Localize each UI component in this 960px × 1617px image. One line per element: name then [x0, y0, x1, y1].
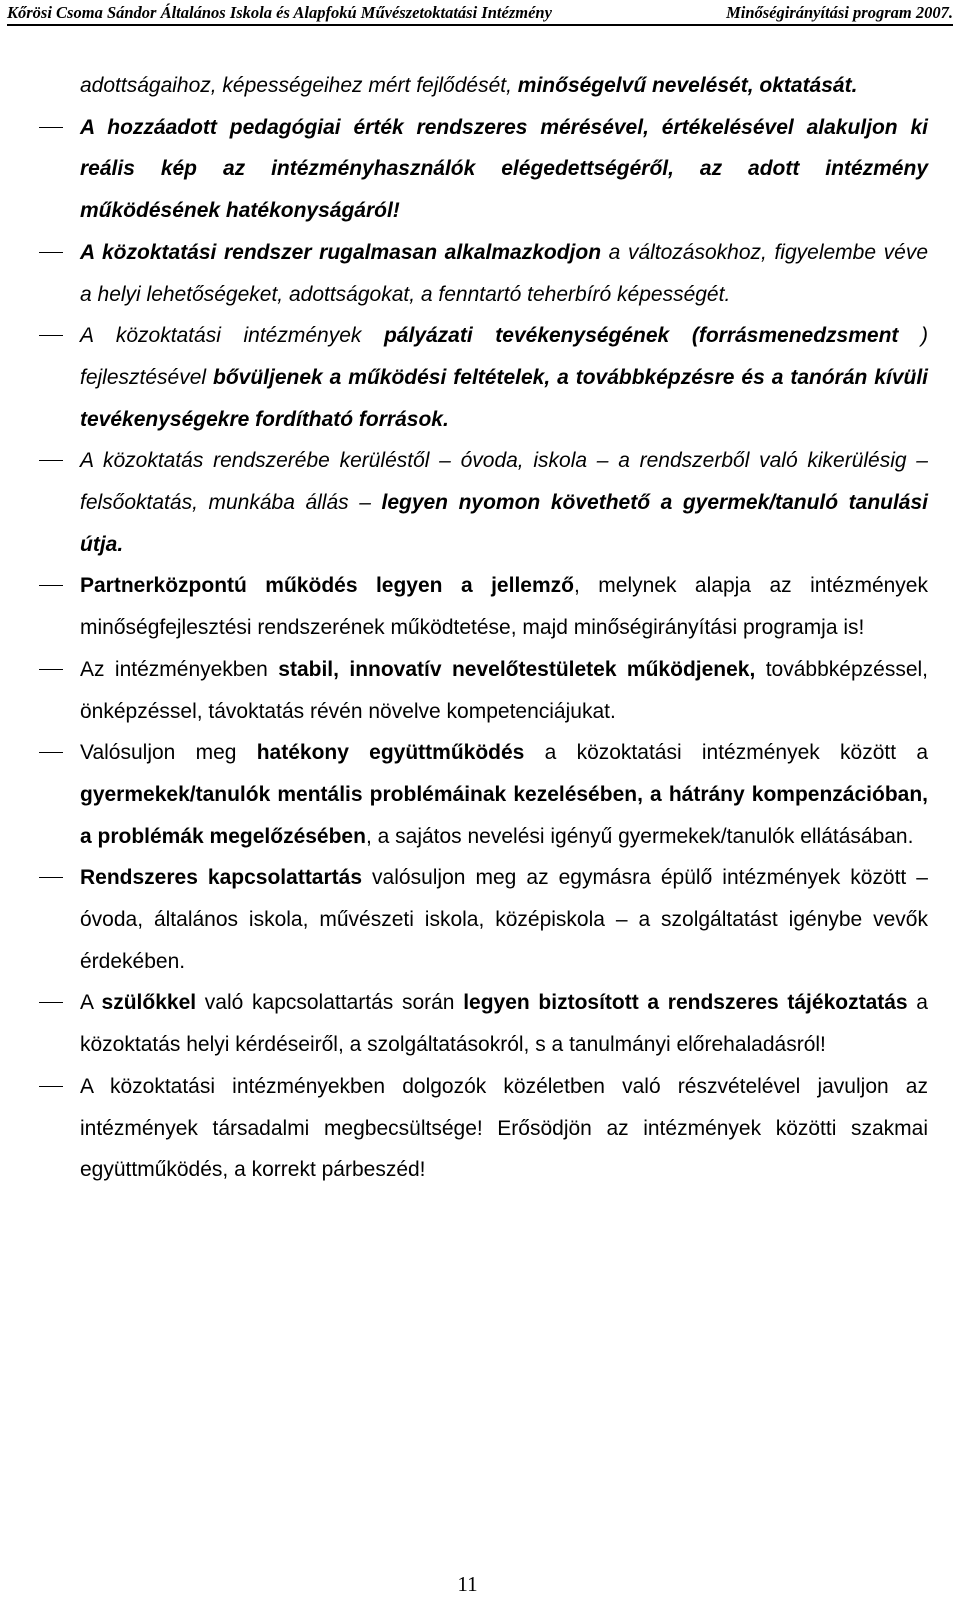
bold-text: szülőkkel	[101, 991, 197, 1015]
text-run: a közoktatási intézmények között a	[524, 741, 928, 765]
text-run: való kapcsolattartás során	[196, 991, 464, 1015]
text-run: a közoktatás helyi kérdéseiről, a szolgáltatásokról, s a tanulmányi előrehaladásról!	[80, 991, 928, 1057]
text-run: A közoktatás rendszerébe kerüléstől – óvoda, iskola – a rendszerből való kikerülésig – felsőoktatás, munkába állás –	[80, 449, 928, 515]
page-number: 11	[457, 1572, 478, 1596]
bold-text: hatékony együttműködés	[256, 741, 525, 765]
text-run: A közoktatási intézményekben dolgozók közéletben való részvételével javuljon az intézmények társadalmi megbecsültsége! Erősödjön az intézmények közötti szakmai együttműködés, a korrekt párbeszéd!	[80, 1074, 928, 1182]
bold-text: bővüljenek a működési feltételek, a továbbképzésre és a tanórán kívüli tevékenységekre fordítható források.	[80, 365, 928, 431]
bullet-item	[80, 857, 928, 982]
body-text	[80, 65, 928, 1191]
continuation-paragraph	[80, 65, 928, 107]
text-run: ) fejlesztésével	[80, 324, 929, 389]
text-run: , a sajátos nevelési igényű gyermekek/tanulók ellátásában.	[365, 824, 914, 848]
text-run: továbbképzéssel, önképzéssel, távoktatás révén növelve kompetenciájukat.	[80, 657, 928, 723]
text-run: A	[80, 991, 102, 1015]
bold-text: pályázati tevékenységének (forrásmenedzsment	[383, 324, 922, 348]
page-header	[7, 0, 953, 26]
bold-text: stabil, innovatív nevelőtestületek működjenek,	[278, 657, 756, 681]
text-run: , melynek alapja az intézmények minőségfejlesztési rendszerének működtetése, majd minőségirányítási programja is!	[80, 574, 928, 640]
text-run: Valósuljon meg	[80, 741, 257, 765]
header-institution: Kőrösi Csoma Sándor Általános Iskola és Alapfokú Művészetoktatási Intézmény	[7, 3, 552, 22]
header-program: Minőségirányítási program 2007.	[726, 3, 953, 22]
bullet-item	[80, 107, 928, 232]
bullet-item	[80, 982, 928, 1065]
bold-text: A közoktatási rendszer rugalmasan alkalmazkodjon	[80, 240, 602, 264]
bullet-item	[80, 649, 928, 732]
bullet-item	[80, 732, 928, 857]
bullet-item	[80, 440, 928, 565]
bold-text: legyen nyomon követhető a gyermek/tanuló tanulási útja.	[80, 491, 929, 556]
bullet-item	[80, 232, 928, 315]
bold-text: Partnerközpontú működés legyen a jellemző	[80, 574, 574, 598]
bold-text: A hozzáadott pedagógiai érték rendszeres mérésével, értékelésével alakuljon ki reális kép az intézményhasználók elégedettségéről, az adott intézmény működésének hatékonyságáról!	[80, 115, 928, 223]
bullet-item	[80, 315, 928, 440]
text-run: adottságaihoz, képességeihez mért fejlődését,	[80, 74, 518, 97]
bold-text: gyermekek/tanulók mentális problémáinak kezelésében, a hátrány kompenzációban, a problémák megelőzésében	[80, 782, 928, 848]
bold-text: minőségelvű nevelését, oktatását.	[517, 74, 858, 97]
bullet-item	[80, 565, 928, 648]
text-run: Az intézményekben	[80, 657, 279, 681]
text-run: valósuljon meg az egymásra épülő intézmények között – óvoda, általános iskola, művészeti iskola, középiskola – a szolgáltatást igénybe vevők érdekében.	[80, 866, 928, 973]
bold-text: Rendszeres kapcsolattartás	[80, 866, 363, 890]
bullet-item	[80, 1066, 928, 1191]
text-run: A közoktatási intézmények	[80, 324, 384, 348]
text-run: a változásokhoz, figyelembe véve a helyi lehetőségeket, adottságokat, a fenntartó teherbíró képességét.	[80, 240, 928, 306]
bold-text: legyen biztosított a rendszeres tájékoztatás	[463, 991, 908, 1015]
